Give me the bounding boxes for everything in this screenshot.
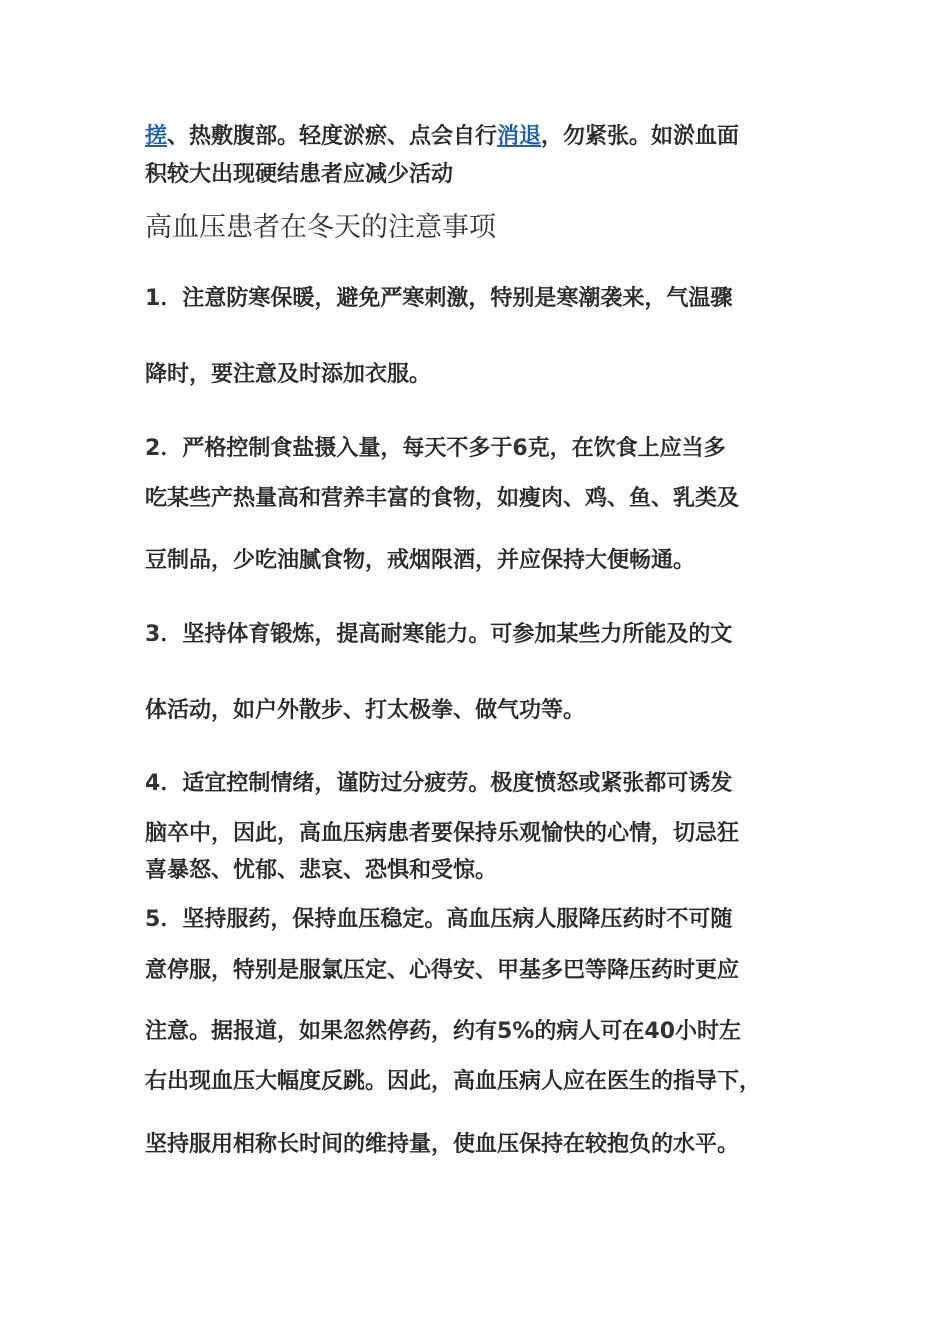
intro-line-1: [145, 122, 815, 152]
item-5-hours: 40: [644, 1019, 676, 1044]
link-xiaotui[interactable]: 消退: [497, 124, 542, 149]
item-2-text-1a: ．严格控制食盐摄入量，每天不多于: [160, 436, 513, 461]
item-5-line-4: 右出现血压大幅度反跳。因此，高血压病人应在医生的指导下，: [145, 1069, 762, 1094]
item-5-text-3a: 注意。据报道，如果忽然停药，约有: [145, 1019, 498, 1044]
item-5-text-3b: 的病人可在: [534, 1019, 645, 1044]
intro-text-2: ，勿紧张。如淤血面: [541, 124, 740, 149]
item-2-line-3: 豆制品，少吃油腻食物，戒烟限酒，并应保持大便畅通。: [145, 548, 696, 573]
item-5-line-3: [145, 1017, 815, 1047]
item-5-text-3c: 小时左: [675, 1019, 742, 1044]
link-cuo[interactable]: 搓: [145, 124, 168, 149]
item-2-number: 2: [145, 436, 161, 461]
item-4-line-1: [145, 769, 815, 799]
page-title: 高血压患者在冬天的注意事项: [145, 212, 496, 243]
item-3-text-1: ．坚持体育锻炼，提高耐寒能力。可参加某些力所能及的文: [160, 622, 733, 647]
item-4-line-3: 喜暴怒、忧郁、悲哀、恐惧和受惊。: [145, 858, 498, 883]
intro-line-2: 积较大出现硬结患者应减少活动: [145, 162, 454, 187]
item-3-line-1: [145, 620, 815, 650]
item-2-line-1: [145, 434, 815, 464]
item-4-line-2: 脑卒中，因此，高血压病患者要保持乐观愉快的心情，切忌狂: [145, 821, 740, 846]
item-3-number: 3: [145, 622, 161, 647]
intro-text-1: 、热敷腹部。轻度淤瘀、点会自行: [167, 124, 498, 149]
item-1-number: 1: [145, 286, 161, 311]
item-5-percent: 5%: [497, 1019, 535, 1044]
item-2-line-2: 吃某些产热量高和营养丰富的食物，如瘦肉、鸡、鱼、乳类及: [145, 486, 740, 511]
item-5-line-1: [145, 905, 815, 935]
item-3-line-2: 体活动，如户外散步、打太极拳、做气功等。: [145, 698, 586, 723]
item-4-number: 4: [145, 771, 161, 796]
item-5-number: 5: [145, 907, 161, 932]
item-1-line-2: 降时，要注意及时添加衣服。: [145, 362, 432, 387]
item-5-line-5: 坚持服用相称长时间的维持量，使血压保持在较抱负的水平。: [145, 1132, 740, 1157]
item-4-text-1: ．适宜控制情绪，谨防过分疲劳。极度愤怒或紧张都可诱发: [160, 771, 733, 796]
item-2-text-1b: 克，在饮食上应当多: [527, 436, 726, 461]
item-5-text-1: ．坚持服药，保持血压稳定。高血压病人服降压药时不可随: [160, 907, 733, 932]
item-2-salt-amount: 6: [512, 436, 528, 461]
item-1-line-1: [145, 284, 815, 314]
item-5-line-2: 意停服，特别是服氯压定、心得安、甲基多巴等降压药时更应: [145, 958, 740, 983]
item-1-text-1: ．注意防寒保暖，避免严寒刺激，特别是寒潮袭来，气温骤: [160, 286, 733, 311]
